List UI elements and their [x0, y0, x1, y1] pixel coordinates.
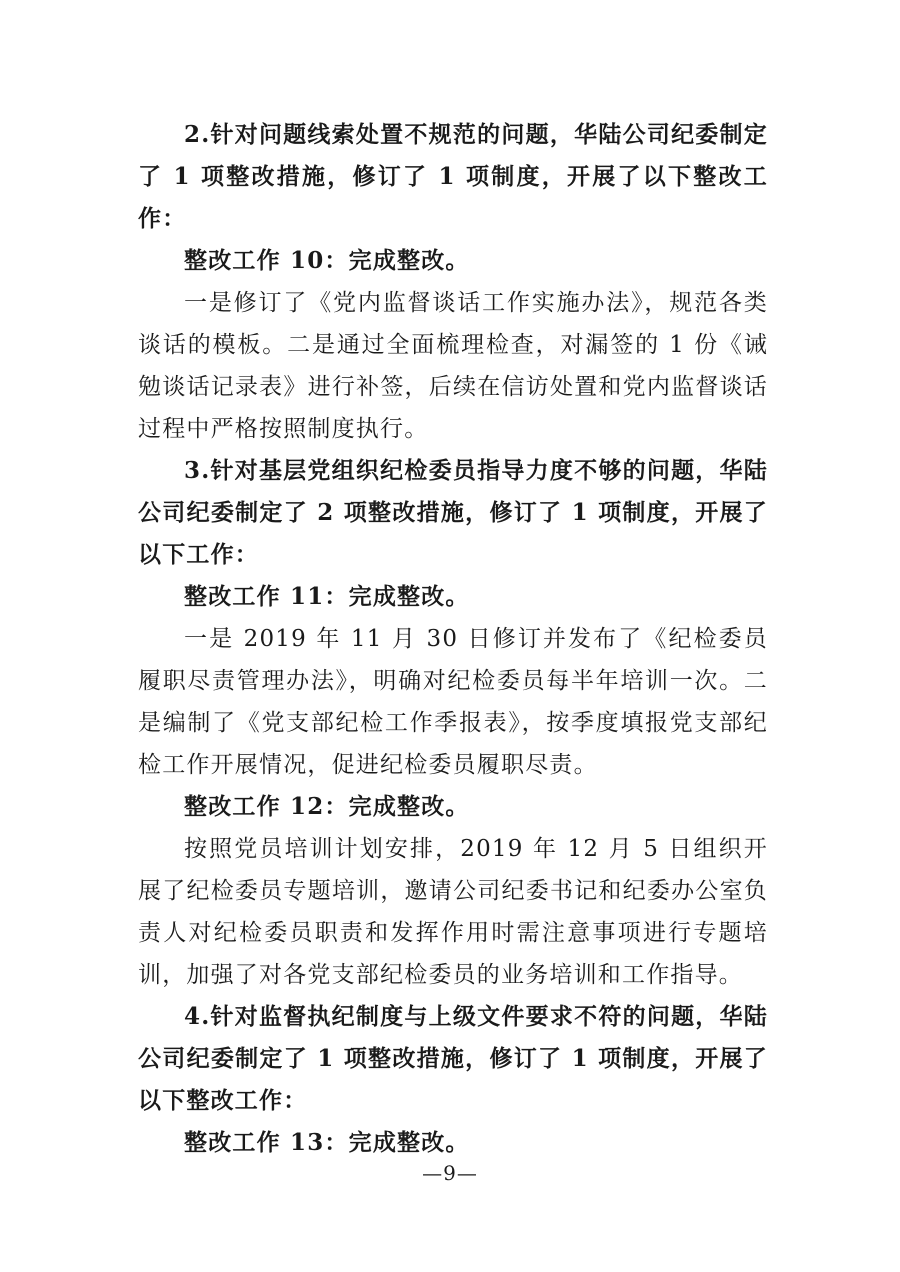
rectification-item-10-body: 一是修订了《党内监督谈话工作实施办法》，规范各类谈话的模板。二是通过全面梳理检查，对漏签的 1 份《诫勉谈话记录表》进行补签，后续在信访处置和党内监督谈话过程中严格按照制度执行。 [138, 290, 768, 442]
rectification-item-12-body: 按照党员培训计划安排，2019 年 12 月 5 日组织开展了纪检委员专题培训，邀请公司纪委书记和纪委办公室负责人对纪检委员职责和发挥作用时需注意事项进行专题培训，加强了对各党支部纪检委员的业务培训和工作指导。 [138, 836, 768, 988]
section-heading-2: 2.针对问题线索处置不规范的问题，华陆公司纪委制定了 1 项整改措施，修订了 1 项制度，开展了以下整改工作： [138, 121, 768, 232]
rectification-item-12-heading: 整改工作 12：完成整改。 [184, 793, 470, 820]
rectification-item-11-heading: 整改工作 11：完成整改。 [184, 583, 470, 610]
rectification-item-11-body: 一是 2019 年 11 月 30 日修订并发布了《纪检委员履职尽责管理办法》，明确对纪检委员每半年培训一次。二是编制了《党支部纪检工作季报表》，按季度填报党支部纪检工作开展情况，促进纪检委员履职尽责。 [138, 626, 768, 778]
page-number: —9— [422, 1161, 478, 1185]
section-heading-4: 4.针对监督执纪制度与上级文件要求不符的问题，华陆公司纪委制定了 1 项整改措施，修订了 1 项制度，开展了以下整改工作： [138, 1003, 768, 1114]
rectification-item-10-heading: 整改工作 10：完成整改。 [184, 247, 470, 274]
section-heading-3: 3.针对基层党组织纪检委员指导力度不够的问题，华陆公司纪委制定了 2 项整改措施，修订了 1 项制度，开展了以下工作： [138, 457, 768, 568]
rectification-item-13-heading: 整改工作 13：完成整改。 [184, 1129, 470, 1156]
document-body [138, 114, 768, 1164]
